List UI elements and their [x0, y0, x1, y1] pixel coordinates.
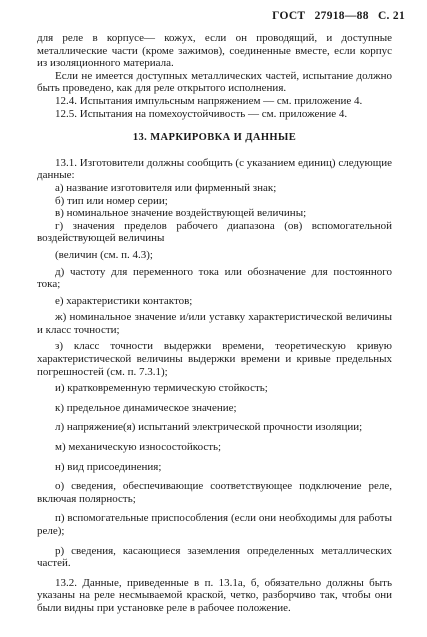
- list-item: (величин (см. п. 4.3);: [55, 248, 153, 261]
- list-item: ж) номинальное значение и/или уставку характеристической величины и класс точности;: [37, 311, 392, 336]
- list-item: а) название изготовителя или фирменный знак;: [55, 181, 277, 194]
- standard-label: ГОСТ: [272, 10, 306, 22]
- page-header: [272, 10, 405, 22]
- paragraph-13-2: 13.2. Данные, приведенные в п. 13.1а, б, обязательно должны быть указаны на реле несмываемой краской, четко, разборчиво так, чтобы они были видны при установке реле в рабочее положение.: [37, 576, 392, 614]
- page-number: С. 21: [377, 10, 405, 22]
- list-item: и) кратковременную термическую стойкость;: [55, 382, 268, 395]
- list-item: о) сведения, обеспечивающие соответствующее подключение реле, включая полярность;: [37, 480, 392, 505]
- list-item: р) сведения, касающиеся заземления определенных металлических частей.: [37, 544, 392, 570]
- paragraph: для реле в корпусе— кожух, если он проводящий, и доступные металлические части (кроме зажимов), соединенные вместе, если корпус из изоляционного материала.: [37, 32, 392, 70]
- list-item: л) напряжение(я) испытаний электрической прочности изоляции;: [55, 421, 363, 434]
- paragraph-12-4: 12.4. Испытания импульсным напряжением — см. приложение 4.: [55, 94, 363, 107]
- list-item: в) номинальное значение воздействующей величины;: [55, 207, 307, 220]
- list-item: к) предельное динамическое значение;: [55, 401, 237, 414]
- paragraph-12-5: 12.5. Испытания на помехоустойчивость — см. приложение 4.: [55, 107, 348, 120]
- list-item: м) механическую износостойкость;: [55, 441, 222, 454]
- paragraph: Если не имеется доступных металлических частей, испытание должно быть проведено, как для реле открытого исполнения.: [37, 69, 392, 95]
- list-item: е) характеристики контактов;: [55, 294, 193, 307]
- list-item: д) частоту для переменного тока или обозначение для постоянного тока;: [37, 265, 392, 291]
- section-title: 13. МАРКИРОВКА И ДАННЫЕ: [132, 132, 297, 144]
- list-item: з) класс точности выдержки времени, теоретическую кривую характеристической величины выдержки времени и кривые предельных погрешностей (см. п. 7.3.1);: [37, 340, 392, 378]
- body-text: [37, 32, 392, 615]
- list-item: г) значения пределов рабочего диапазона (ов) вспомогательной воздействующей величины: [37, 219, 392, 245]
- list-item: п) вспомогательные приспособления (если они необходимы для работы реле);: [37, 512, 392, 537]
- standard-number: 27918—88: [314, 10, 369, 22]
- list-item: н) вид присоединения;: [55, 460, 162, 473]
- paragraph-13-1: 13.1. Изготовители должны сообщить (с указанием единиц) следующие данные:: [37, 156, 392, 182]
- list-item: б) тип или номер серии;: [55, 194, 168, 207]
